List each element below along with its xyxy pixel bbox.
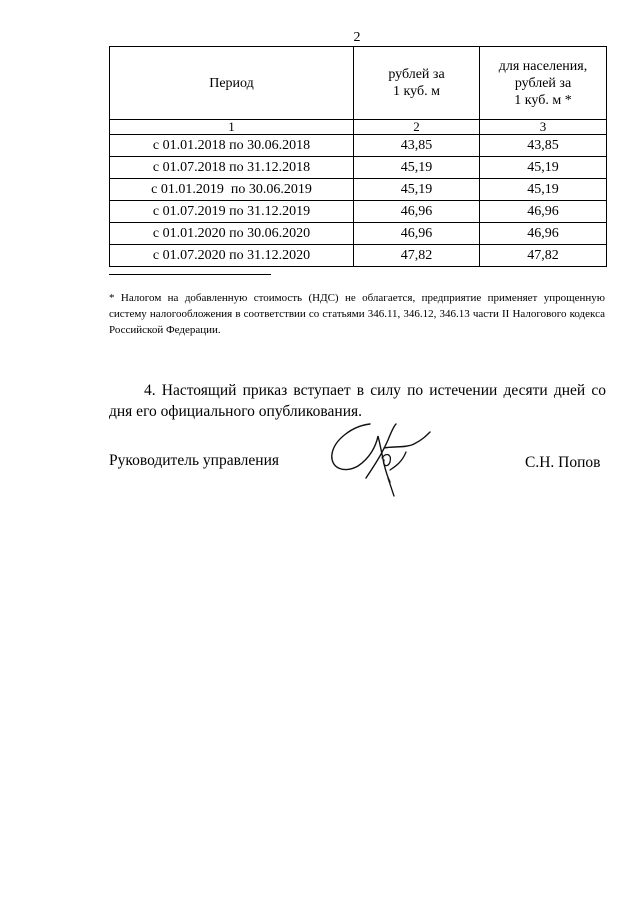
tariff-cell: 43,85 [354,135,480,157]
order-paragraph: 4. Настоящий приказ вступает в силу по истечении десяти дней со дня его официального опубликования. [109,382,606,420]
population-tariff-cell: 46,96 [480,201,607,223]
handwritten-signature [322,418,440,498]
population-tariff-cell: 46,96 [480,223,607,245]
table-row [110,179,607,201]
table-row [110,223,607,245]
footnote-divider [109,274,271,275]
period-cell: с 01.01.2019 по 30.06.2019 [110,179,354,201]
period-cell: с 01.07.2020 по 31.12.2020 [110,245,354,267]
signatory-title: Руководитель управления [109,452,280,469]
population-tariff-cell: 43,85 [480,135,607,157]
population-tariff-cell: 47,82 [480,245,607,267]
tariff-cell: 45,19 [354,157,480,179]
tariff-table [109,46,607,267]
period-cell: с 01.07.2019 по 31.12.2019 [110,201,354,223]
footnote: * Налогом на добавленную стоимость (НДС) не облагается, предприятие применяет упрощенную систему налогообложения в соответствии со статьями 346.11, 346.12, 346.13 части II Налогового кодекса Российской Федерации. [109,292,605,336]
table-row [110,201,607,223]
column-number: 3 [480,120,607,135]
page-number: 2 [353,30,361,45]
population-tariff-cell: 45,19 [480,157,607,179]
signatory-name: С.Н. Попов [525,454,601,471]
tariff-cell: 46,96 [354,223,480,245]
table-header-row [110,47,607,120]
tariff-cell: 46,96 [354,201,480,223]
population-tariff-cell: 45,19 [480,179,607,201]
column-number: 1 [110,120,354,135]
period-cell: с 01.07.2018 по 31.12.2018 [110,157,354,179]
table-row [110,245,607,267]
tariff-cell: 45,19 [354,179,480,201]
table-row [110,157,607,179]
column-numbers-row [110,120,607,135]
header-population-rubles-per-m3: для населения, рублей за 1 куб. м * [480,47,607,120]
column-number: 2 [354,120,480,135]
tariff-cell: 47,82 [354,245,480,267]
period-cell: с 01.01.2018 по 30.06.2018 [110,135,354,157]
period-cell: с 01.01.2020 по 30.06.2020 [110,223,354,245]
header-rubles-per-m3: рублей за 1 куб. м [354,47,480,120]
header-period: Период [110,47,354,120]
table-row [110,135,607,157]
